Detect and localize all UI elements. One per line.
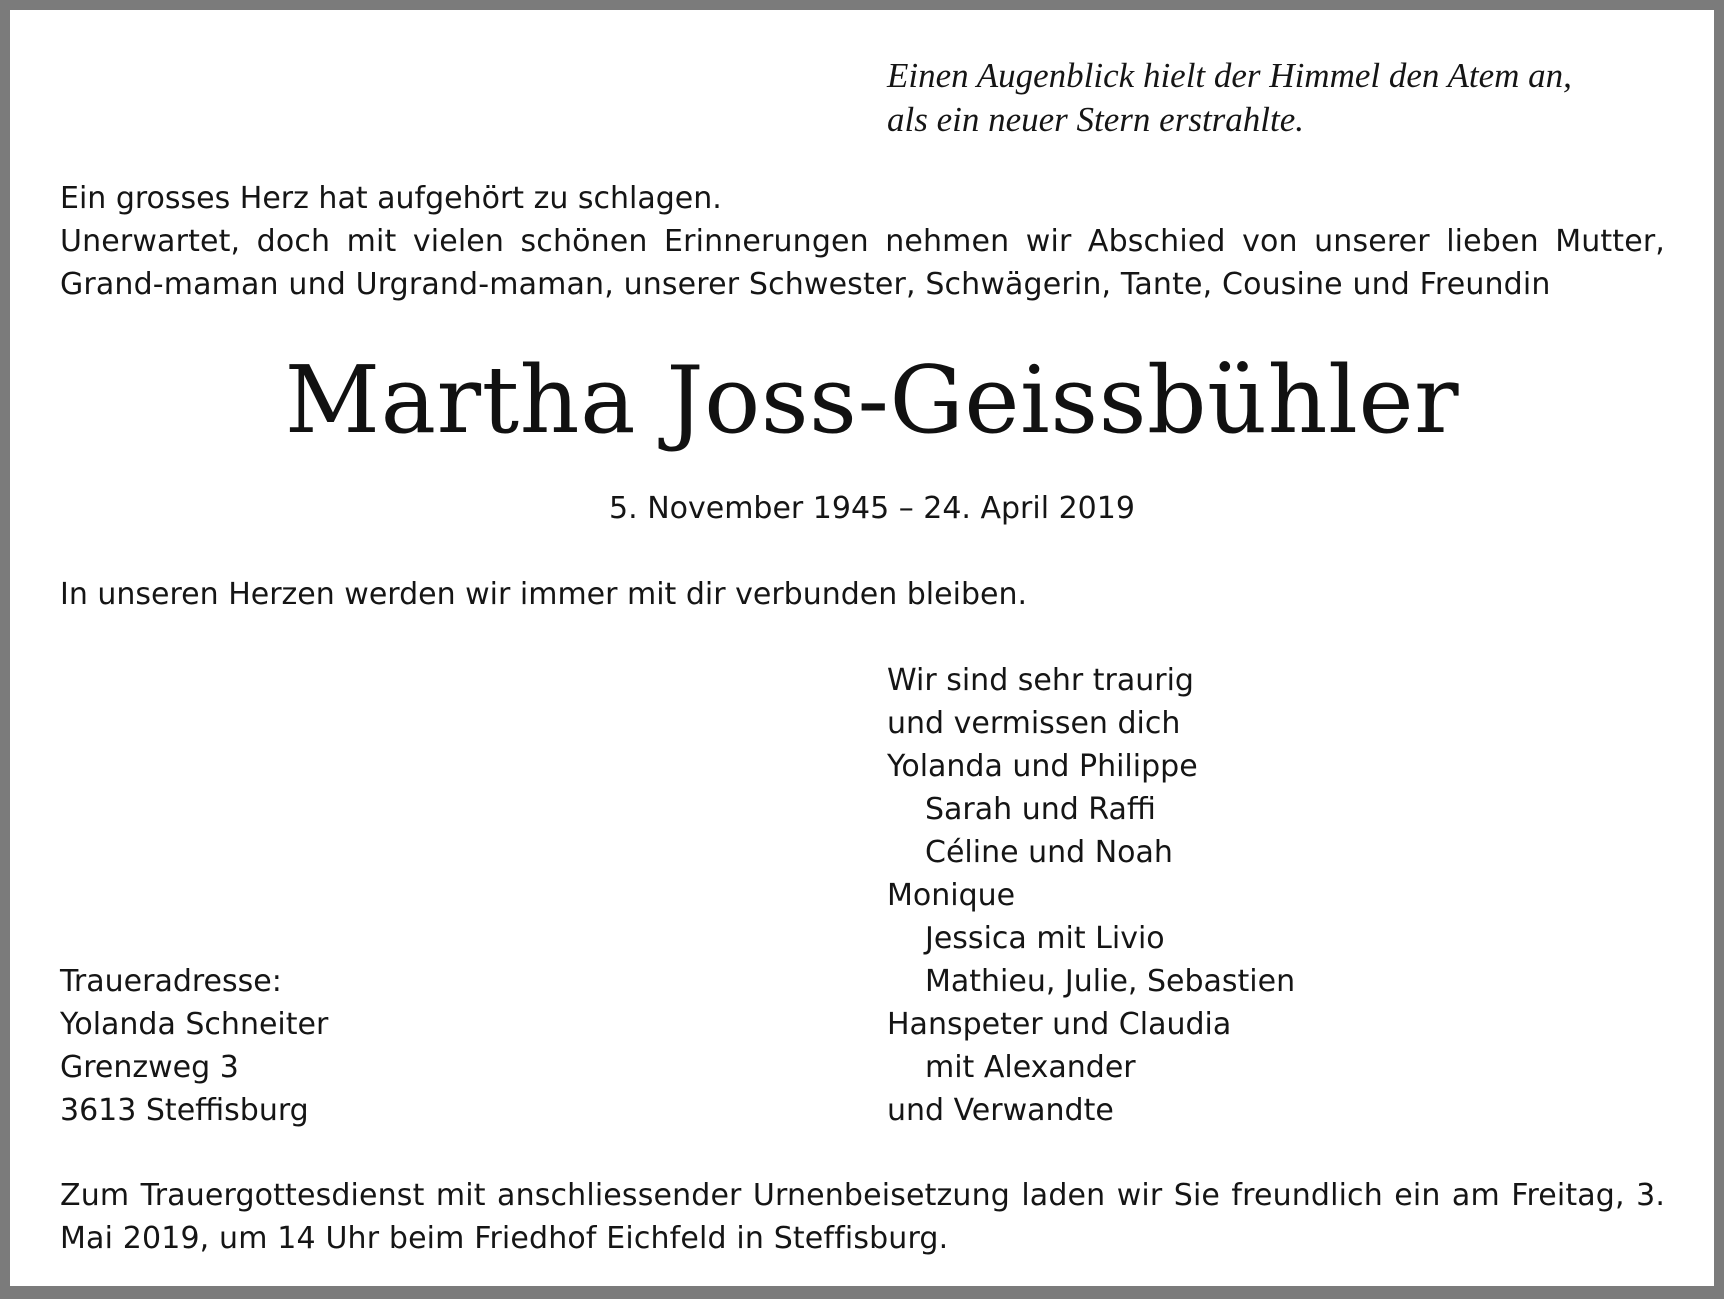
intro-text: [60, 177, 1665, 306]
family-line: Mathieu, Julie, Sebastien: [925, 964, 1296, 999]
intro-heading-line: Ein grosses Herz hat aufgehört zu schlagen.: [60, 181, 722, 216]
obituary-page: [10, 10, 1714, 1286]
service-announcement: Zum Trauergottesdienst mit anschliessender Urnenbeisetzung laden wir Sie freundlich ein am Freitag, 3. Mai 2019, um 14 Uhr beim Friedhof Eichfeld in Steffisburg.: [60, 1178, 1665, 1256]
closing-line: In unseren Herzen werden wir immer mit dir verbunden bleiben.: [60, 577, 1027, 612]
mourning-address: [60, 960, 328, 1132]
family-line: Yolanda und Philippe: [887, 749, 1198, 784]
deceased-name: Martha Joss-Geissbühler: [284, 346, 1460, 454]
family-line: Hanspeter und Claudia: [887, 1007, 1232, 1042]
address-label: Traueradresse:: [60, 964, 282, 999]
address-street: Grenzweg 3: [60, 1050, 239, 1085]
family-line: und Verwandte: [887, 1093, 1114, 1128]
quote-line-1: Einen Augenblick hielt der Himmel den Atem an,: [887, 56, 1572, 95]
family-line: Sarah und Raffi: [925, 792, 1156, 827]
family-line: Wir sind sehr traurig: [887, 663, 1194, 698]
address-name: Yolanda Schneiter: [60, 1007, 329, 1042]
life-dates: 5. November 1945 – 24. April 2019: [609, 491, 1135, 526]
family-line: Monique: [887, 878, 1016, 913]
family-line: Jessica mit Livio: [925, 921, 1165, 956]
family-line: und vermissen dich: [887, 706, 1181, 741]
family-line: Céline und Noah: [925, 835, 1173, 870]
intro-paragraph: Unerwartet, doch mit vielen schönen Erinnerungen nehmen wir Abschied von unserer lieben Mutter, Grand-maman und Urgrand-maman, unserer Schwester, Schwägerin, Tante, Cousine und Freundin: [60, 224, 1665, 302]
memorial-quote: [887, 54, 1572, 142]
address-city: 3613 Steffisburg: [60, 1093, 309, 1128]
quote-line-2: als ein neuer Stern erstrahlte.: [887, 100, 1305, 139]
family-line: mit Alexander: [925, 1050, 1136, 1085]
family-signature-list: [887, 659, 1295, 1132]
